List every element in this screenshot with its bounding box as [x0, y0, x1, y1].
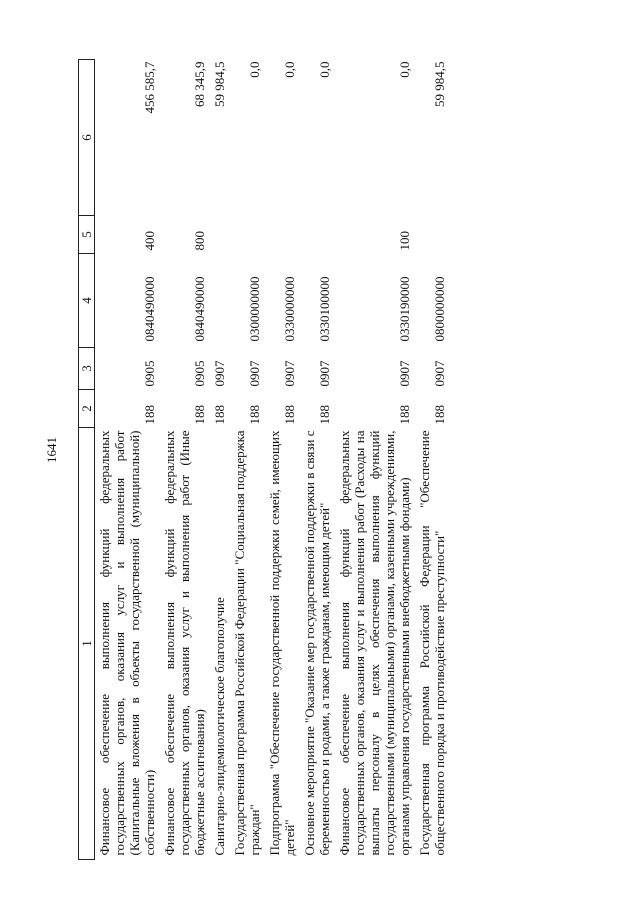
row-vr-code — [230, 216, 265, 254]
rotated-page-content — [78, 60, 548, 860]
row-cs-code: 0800000000 — [432, 276, 447, 342]
budget-table — [78, 59, 450, 860]
header-col-3: 3 — [79, 348, 95, 390]
table-row — [230, 60, 265, 860]
row-amount: 456 585,7 — [142, 61, 157, 114]
row-gr-code: 188 — [247, 405, 262, 425]
row-vr-code — [300, 216, 335, 254]
table-row — [300, 60, 335, 860]
row-cs-code — [210, 254, 230, 348]
row-amount: 68 345,9 — [192, 61, 207, 107]
header-col-5: 5 — [79, 216, 95, 254]
row-vr-code — [210, 216, 230, 254]
row-vr-code — [415, 216, 450, 254]
row-gr-code: 188 — [282, 405, 297, 425]
page-number: 1641 — [44, 437, 59, 463]
row-name: Государственная программа Российской Федерации "Социальная поддержка граждан" — [232, 430, 262, 856]
row-cs-code: 0330000000 — [282, 276, 297, 342]
row-name: Государственная программа Российской Федерации "Обеспечение общественного порядка и противодействие преступности" — [417, 430, 447, 856]
row-name: Финансовое обеспечение выполнения функций федеральных государственных органов, оказания услуг и выполнения работ (Капитальные вложения в объекты государственной (муниципальной) собственности) — [97, 430, 157, 856]
row-cs-code: 0840490000 — [192, 276, 207, 342]
table-row — [415, 60, 450, 860]
row-cs-code: 0840490000 — [142, 276, 157, 342]
row-rz-code: 0907 — [282, 360, 297, 387]
row-name: Санитарно-эпидемиологическое благополучие — [212, 597, 227, 856]
header-col-4: 4 — [79, 254, 95, 348]
row-gr-code: 188 — [317, 405, 332, 425]
row-amount: 0,0 — [317, 61, 332, 78]
row-name: Финансовое обеспечение выполнения функций федеральных государственных органов, оказания услуг и выполнения работ (Иные бюджетные ассигнования) — [162, 430, 207, 856]
row-vr-code: 100 — [397, 231, 412, 251]
row-gr-code: 188 — [212, 405, 227, 425]
row-rz-code: 0907 — [212, 360, 227, 387]
row-gr-code: 188 — [432, 405, 447, 425]
row-rz-code: 0907 — [432, 360, 447, 387]
row-vr-code: 800 — [192, 231, 207, 251]
header-col-2: 2 — [79, 390, 95, 428]
table-row — [95, 60, 161, 860]
row-gr-code: 188 — [192, 405, 207, 425]
row-name: Подпрограмма "Обеспечение государственной поддержки семей, имеющих детей" — [267, 430, 297, 856]
row-rz-code: 0907 — [397, 360, 412, 387]
table-row — [210, 60, 230, 860]
row-rz-code: 0905 — [142, 360, 157, 387]
row-name: Финансовое обеспечение выполнения функций федеральных государственных органов, оказания услуг и выполнения работ (Расходы на выплаты персоналу в целях обеспечения выполнения функций государственными (муниципальными) органами, казенными учреждениями, органами управления государственными внебюджетными фондами) — [337, 430, 412, 856]
row-rz-code: 0907 — [247, 360, 262, 387]
row-vr-code: 400 — [142, 231, 157, 251]
header-col-1: 1 — [79, 428, 95, 860]
row-rz-code: 0905 — [192, 360, 207, 387]
row-gr-code: 188 — [397, 405, 412, 425]
table-row — [265, 60, 300, 860]
row-amount: 0,0 — [397, 61, 412, 78]
row-rz-code: 0907 — [317, 360, 332, 387]
row-cs-code: 0330190000 — [397, 276, 412, 342]
row-cs-code: 0300000000 — [247, 276, 262, 342]
header-row — [79, 60, 95, 860]
row-cs-code: 0330100000 — [317, 276, 332, 342]
header-col-6: 6 — [79, 60, 95, 216]
row-name: Основное мероприятие "Оказание мер государственной поддержки в связи с беременностью и родами, а также гражданам, имеющим детей" — [302, 430, 332, 856]
row-vr-code — [265, 216, 300, 254]
row-gr-code: 188 — [142, 405, 157, 425]
row-amount: 59 984,5 — [212, 61, 227, 107]
row-amount: 0,0 — [282, 61, 297, 78]
row-amount: 59 984,5 — [432, 61, 447, 107]
table-row — [160, 60, 210, 860]
table-row — [335, 60, 415, 860]
row-amount: 0,0 — [247, 61, 262, 78]
